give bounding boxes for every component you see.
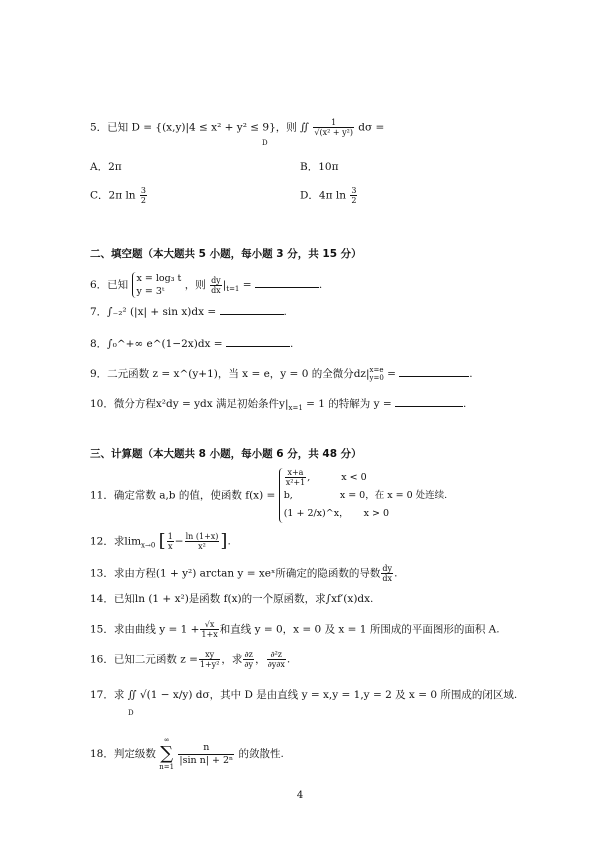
question-10: 10．微分方程x²dy = ydx 满足初始条件$y|_{x=1} = 1$ 的特解为 y = .	[90, 398, 467, 413]
page-number: 4	[296, 790, 304, 801]
question-14: 14．已知ln (1 + x²)是函数 f(x)的一个原函数，求∫xf′(x)dx.	[90, 593, 374, 605]
question-15: 15．求由曲线 y = 1 + $\frac{√x}{1+x}$ 和直线 y = 0，x = 0 及 x = 1 所围成的平面图形的面积 A.	[90, 620, 500, 639]
q5-option-d: D．4π ln $\frac{3}{2}$	[300, 186, 357, 205]
q8-answer-blank[interactable]	[226, 336, 290, 347]
question-7: 7．∫₋₂² (|x| + sin x)dx = .	[90, 306, 287, 318]
q17-region-label: D	[128, 709, 134, 717]
q6-equation-system: x = log₃ t y = 3ᵗ	[132, 272, 182, 298]
q6-answer-blank[interactable]	[255, 277, 319, 288]
q5-option-b: B．10π	[300, 161, 339, 173]
question-6: 6．已知 x = log₃ t y = 3ᵗ ，则 $\frac{dy}{dx}$ $|_{t=1}$ = .	[90, 273, 323, 297]
question-5: 5．已知 D = {(x,y)|4 ≤ x² + y² ≤ 9}，则 ∬ $\frac{1}{\text{√(x² + y²)}}$ dσ =	[90, 118, 385, 137]
q5-option-c: C．2π ln $\frac{3}{2}$	[90, 186, 147, 205]
question-17: 17．求 ∬ √(1 − x/y) dσ，其中 D 是由直线 y = x,y = 1,y = 2 及 x = 0 所围成的闭区域.	[90, 689, 518, 701]
section-3-header: 三、计算题（本大题共 8 小题，每小题 6 分，共 48 分）	[90, 448, 362, 460]
q11-piecewise-function: $\frac{x+a}{\text{x²+1}}$ , x < 0 b, x = 0，在 x = 0 处连续. (1 + 2/x)^x， x > 0	[279, 468, 448, 523]
question-8: 8．∫₀^+∞ e^(1−2x)dx = .	[90, 338, 294, 350]
q5-integrand: $\frac{1}{\text{√(x² + y²)}}$	[314, 118, 353, 137]
question-13: 13．求由方程(1 + y²) arctan y = xeˣ所确定的隐函数的导数 $\frac{dy}{dx}$ .	[90, 564, 398, 583]
question-9: 9．二元函数 z = x^(y+1)，当 x = e，y = 0 的全微分dz| x=e y=0 = .	[90, 366, 473, 382]
question-11: 11．确定常数 a,b 的值，使函数 f(x) = $\frac{x+a}{\text{x²+1}}$ , x < 0 b, x = 0，在 x = 0 处连续. (1 + 2/x)^x， x > 0	[90, 468, 560, 523]
question-16: 16．已知二元函数 z = $\frac{xy}{\text{1+y²}}$ ，求 $\frac{\partial z}{\partial y}$ ， $\frac{\text{∂²z}}{\partial y\partial x}$ .	[90, 650, 291, 669]
section-2-header: 二、填空题（本大题共 5 小题，每小题 3 分，共 15 分）	[90, 248, 362, 260]
q7-answer-blank[interactable]	[220, 304, 284, 315]
question-18: 18．判定级数 ∞ ∑ n=1 $\frac{n}{\text{|sin n| + 2ⁿ}}$ 的敛散性.	[90, 736, 284, 771]
q10-answer-blank[interactable]	[395, 396, 463, 407]
q5-option-a: A．2π	[90, 161, 122, 173]
q5-region-label: D	[262, 139, 268, 147]
q18-summation: ∞ ∑ n=1	[159, 736, 175, 771]
question-12: 12．求$\lim_{x\to 0}$ [ $\frac{1}{x}$ − $\frac{\ln (1+x)}{\text{x²}}$ ].	[90, 530, 231, 552]
q9-answer-blank[interactable]	[399, 366, 469, 377]
